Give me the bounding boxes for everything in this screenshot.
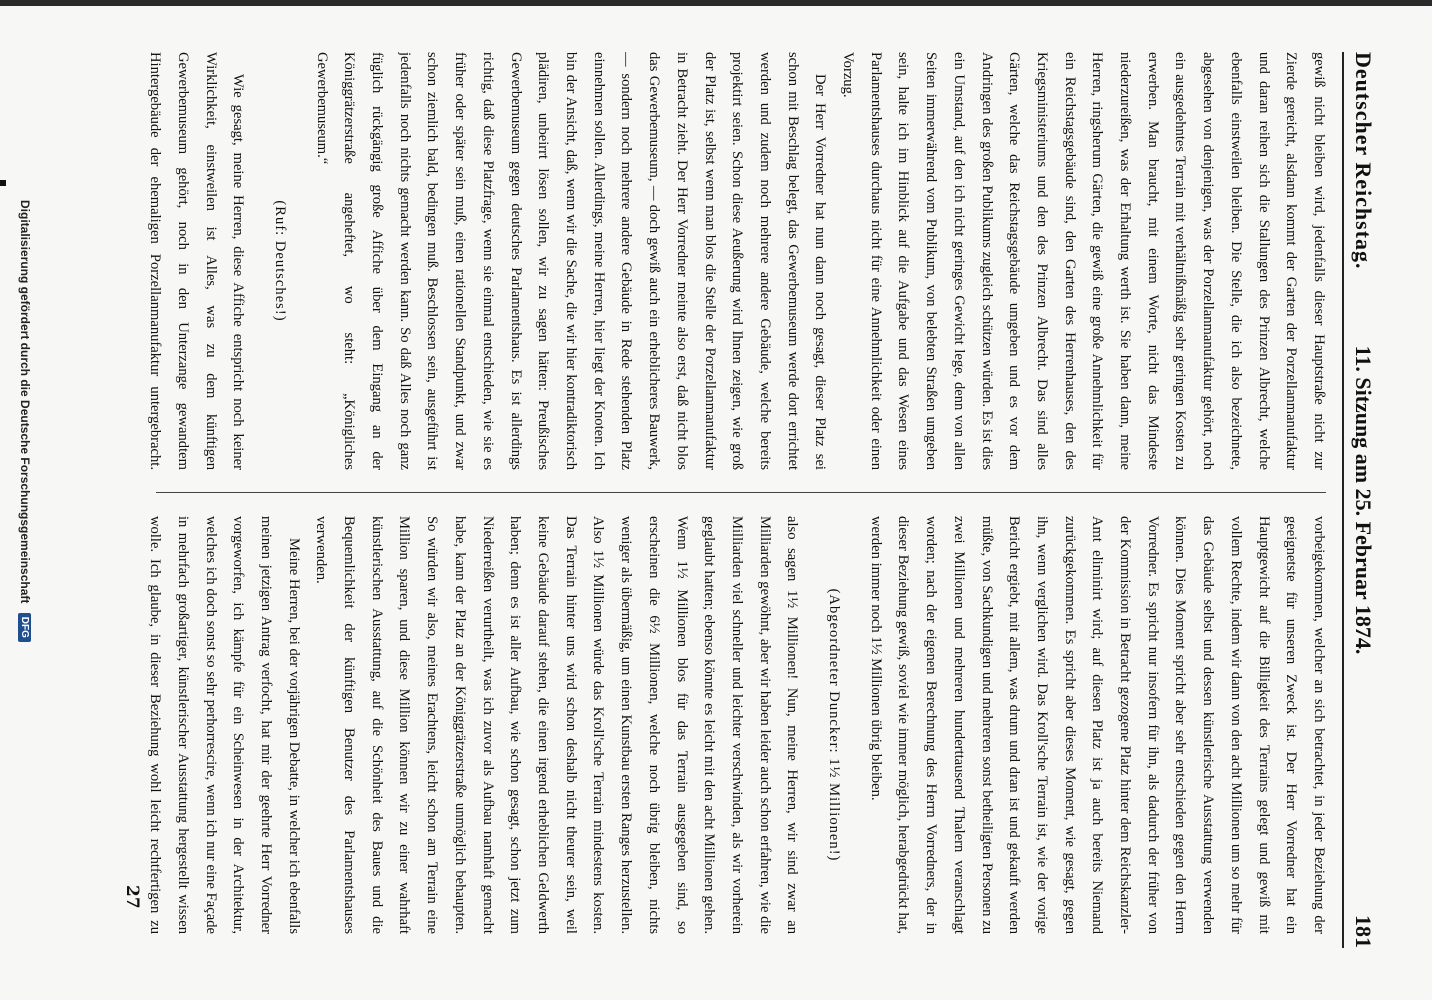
page-number: 181 xyxy=(1351,915,1376,948)
paragraph: gewiß nicht bleiben wird, jedenfalls dieser Hauptstraße nicht zur Zierde gereicht, alsdann kommt der Garten der Porzellanmanufaktur und daran reihen sich die Stallungen des Prinzen Albrecht, welche ebenfalls einstweilen bleiben. Die Stelle, die ich also bezeichnete, abgesehen von denjenigen, was der Porzellanmanufaktur gehört, noch ein ausgedehntes Terrain mit verhältnißmäßig sehr geringen Kosten zu erwerben. Man braucht, mit einem Worte, nicht das Mindeste niederzureißen, was der Erhaltung werth ist. Sie haben dann, meine Herren, ringsherum Gärten, die gewiß eine große Annehmlichkeit für ein Reichstagsgebäude sind, den Garten des Herrenhauses, den des Kriegsministeriums und den des Prinzen Albrecht. Das sind alles Gärten, welche das Reichstagsgebäude umgeben und es vor dem Andringen des großen Publikums zugleich schützen würden. Es ist dies ein Umstand, auf den ich nicht geringes Gewicht lege, denn von allen Seiten immerwährend vom Publikum, von belebten Straßen umgeben sein, halte ich im Hinblick auf die Aufgabe und das Wesen eines Parlamentshauses durchaus nicht für eine Annehmlichkeit oder einen Vorzug. xyxy=(840,52,1327,470)
paragraph: vorbeigekommen, welcher an sich betrachtet, in jeder Beziehung der geeignetste für unseren Zweck ist. Der Herr Vorredner hat ein Hauptgewicht auf die Billigkeit des Terrains gelegt und gewiß mit vollem Rechte, indem wir dann von den acht Millionen um so mehr für das Gebäude selbst und dessen künstlerische Ausstattung verwenden können. Dies Moment spricht aber sehr entschieden gegen den Herrn Vorredner. Es spricht nur insofern für ihn, als dadurch der früher von der Kommission in Betracht gezogene Platz hinter dem Reichskanzler-Amt eliminirt wird; auf diesen Platz ist ja auch bereits Niemand zurückgekommen. Es spricht aber dieses Moment, wie gesagt, gegen ihn, wenn verglichen wird. Das Kroll'sche Terrain ist, wie der vorige Bericht ergiebt, mit allem, was drum und dran ist und gekauft werden müßte, von Sachkundigen und mehreren sonst betheiligten Personen zu zwei Millionen und mehreren hunderttausend Thalern veranschlagt worden; nach der eigenen Berechnung des Herrn Vorredners, der in dieser Beziehung gewiß, soviel wie immer möglich, herabgedrückt hat, werden immer noch 1½ Millionen übrig bleiben. xyxy=(867,516,1327,934)
signature-number: 27 xyxy=(122,885,142,909)
column-divider xyxy=(156,492,1326,493)
page-header xyxy=(1342,52,1384,948)
session-title: 11. Sitzung am 25. Februar 1874. xyxy=(1351,345,1376,655)
paragraph: Wie gesagt, meine Herren, diese Affiche entspricht noch keiner Wirklichkeit, einstweilen ist Alles, was zu dem künftigen Gewerbemuseum gehört, noch in den Unterzange gewandtem Hintergebäude der ehemaligen Porzellanmanufaktur untergebracht. xyxy=(147,52,247,470)
scan-mark xyxy=(0,180,6,186)
digitization-credit xyxy=(18,200,32,642)
scan-edge xyxy=(0,0,1432,6)
interjection: (Abgeordneter Duncker: 1½ Millionen!) xyxy=(826,588,843,862)
credit-text: Digitalisierung gefördert durch die Deutsche Forschungsgemeinschaft xyxy=(18,200,32,604)
journal-title: Deutscher Reichstag. xyxy=(1351,52,1376,270)
dfg-logo: DFG xyxy=(18,613,31,642)
paragraph: Meine Herren, bei der vorjährigen Debatte, in welcher ich ebenfalls meinen jetzigen Antrag verfocht, hat mir der geehrte Herr Vorredner vorgeworfen, ich kämpfe für ein Scheinwesen in der Architektur, welches ich doch sonst so sehr perhorrescire, wenn ich nur eine Façade in mehrfach großartiger, künstlerischer Ausstattung hergestellt wissen wolle. Ich glaube, in dieser Beziehung wohl leicht rechtfertigen zu xyxy=(147,516,302,934)
paragraph: Der Herr Vorredner hat nun dann noch gesagt, dieser Platz sei schon mit Beschlag belegt, das Gewerbemuseum werde dort errichtet werden und zudem noch mehrere andere Gebäude, welche bereits projektirt seien. Schon diese Aeußerung wird Ihnen zeigen, wie groß der Platz ist, selbst wenn man blos die Stelle der Porzellanmanufaktur in Betracht zieht. Der Herr Vorredner meinte also erst, daß nicht blos das Gewerbemuseum, — doch gewiß auch ein erheblicheres Bauwerk, — sondern noch mehrere andere Gebäude in Rede stehenden Platz einnehmen sollen. Allerdings, meine Herren, hier liegt der Knoten. Ich bin der Ansicht, daß, wenn wir die Sache, die wir hier kontradiktorisch plädiren, unbeirrt lösen sollen, wir zu sagen hätten: Preußisches Gewerbemuseum gegen deutsches Parlamentshaus. Es ist allerdings richtig, daß diese Platzfrage, wenn sie einmal entschieden, wie sie es früher oder später sein muß, einen rationellen Standpunkt, und zwar schon ziemlich bald, bedingen muß. Beschlossen sein, ausgeführt ist jedenfalls noch nichts gemacht werden kann. So daß Alles noch ganz füglich rückgängig große Affiche über dem Eingang an der Königgrätzerstraße angeheftet, wo steht: „Königliches Gewerbemuseum.“ xyxy=(313,52,829,470)
left-column xyxy=(142,52,1332,470)
right-column xyxy=(142,516,1332,934)
interjection: (Ruf: Deutsches!) xyxy=(271,200,288,322)
paragraph: also sagen 1½ Millionen! Nun, meine Herren, wir sind zwar an Milliarden gewöhnt, aber wir haben leider auch schon erfahren, wie die Milliarden viel schneller und leichter verschwinden, als wir vorherein geglaubt hatten; ebenso könnte es leicht mit den acht Millionen gehen. Wenn 1½ Millionen blos für das Terrain ausgegeben sind, so erscheinen die 6½ Millionen, welche noch übrig bleiben, nichts weniger als übermäßig, um einen Kunstbau ersten Ranges herzustellen. Also 1½ Millionen würde das Kroll'sche Terrain mindestens kosten. Das Terrain hinter uns wird schon deshalb nicht theurer sein, weil keine Gebäude darauf stehen, die einen irgend erheblichen Geldwerth haben; denn es ist aller Aufbau, wie schon gesagt, schon jetzt zum Niederreißen verurtheilt, was ich zuvor als Aufbau namhaft gemacht habe, kann der Platz an der Königgrätzerstraße unmöglich behaupten. So würden wir also, meines Erachtens, leicht schon am Terrain eine Million sparen, und diese Million können wir zu einer wahrhaft künstlerischen Ausstattung, auf die Schönheit des Baues und die Bequemlichkeit der künftigen Benutzer des Parlamentshauses verwenden. xyxy=(313,516,801,934)
